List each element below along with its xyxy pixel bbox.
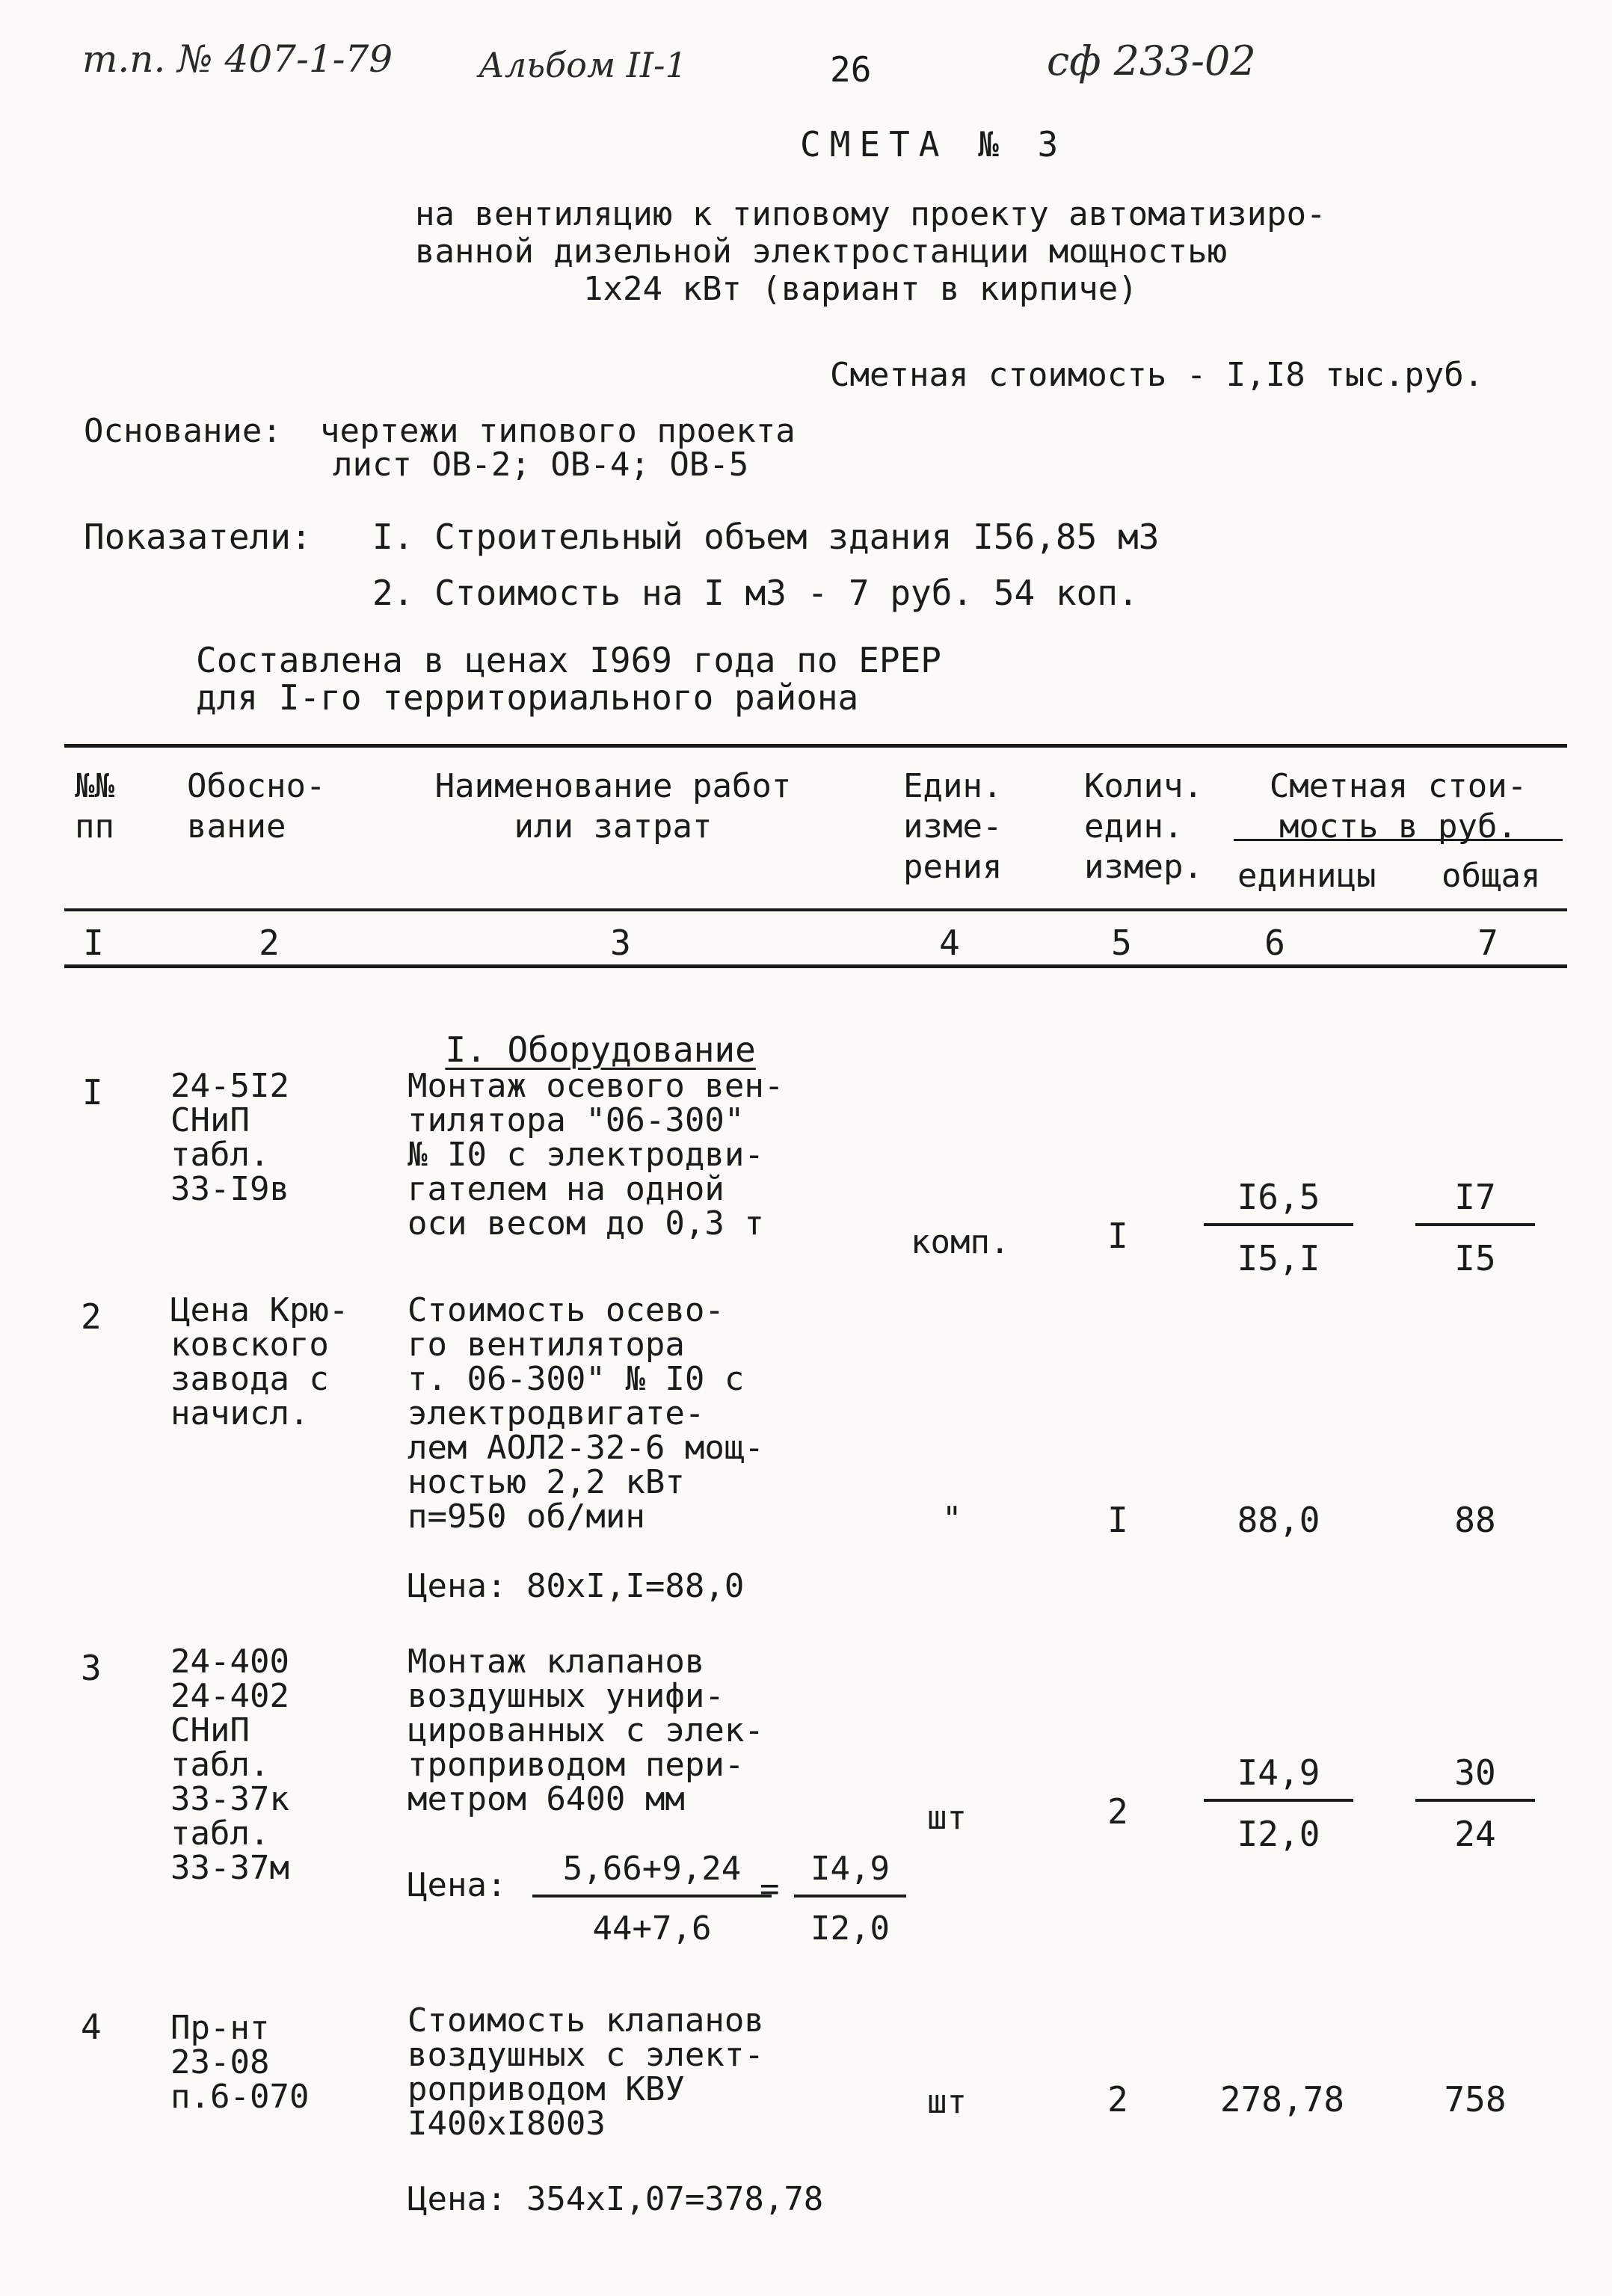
row-4-qty: 2 [1107,2079,1128,2120]
row-3-price-fraction [532,1850,772,1948]
col-number-5: 5 [1111,923,1132,963]
row-3-price-result-top: I4,9 [794,1853,906,1898]
header-page-number: 26 [830,49,872,90]
section-title [404,998,756,1070]
row-4-basis: Пр-нт 23-08 п.6-070 [170,2009,310,2116]
row-4-unit: шт [927,2083,967,2121]
estimate-heading: СМЕТА № 3 [800,124,1068,164]
row-2-num: 2 [81,1296,102,1337]
table-colnum-rule [64,964,1567,968]
header-unit: Един. изме- рения [903,767,1003,886]
row-3-unit-cost-bottom: I2,0 [1237,1814,1320,1854]
header-right-code: сф 233-02 [1047,37,1256,84]
header-left-code: т.п. № 407-1-79 [82,37,393,81]
row-2-name: Стоимость осево- го вентилятора т. 06-300" № I0 с электродвигате- лем АОЛ2-32-6 мощ- ностью 2,2 кВт п=950 об/мин [407,1291,764,1536]
col-number-2: 2 [259,923,280,963]
row-1-total-bottom: I5 [1454,1238,1496,1278]
title-line-2: ванной дизельной электростанции мощностью [415,233,1228,271]
row-3-basis: 24-400 24-402 СНиП табл. 33-37к табл. 33-37м [170,1643,289,1887]
row-3-unit: шт [927,1799,967,1837]
row-2-unit: " [942,1500,962,1538]
row-3-unit-cost-top: I4,9 [1204,1755,1353,1802]
title-line-1: на вентиляцию к типовому проекту автоматизиро- [415,195,1326,233]
row-4-name: Стоимость клапанов воздушных с элект- роприводом КВУ I400xI8003 [407,2001,764,2143]
title-line-3: 1x24 кВт (вариант в кирпиче) [583,270,1138,308]
row-3-price-label: Цена: [407,1866,507,1904]
row-3-total-bottom: 24 [1454,1814,1496,1854]
header-qty: Колич. един. измер. [1084,767,1203,886]
header-cost-group: Сметная стои- мость в руб. [1269,767,1528,846]
header-total: общая [1442,857,1541,895]
estimated-cost: Сметная стоимость - I,I8 тыс.руб. [830,356,1484,394]
row-1-num: I [82,1072,103,1112]
col-number-6: 6 [1264,923,1285,963]
header-album: Альбом II-1 [479,45,687,85]
row-1-unit-cost-bottom: I5,I [1237,1238,1320,1278]
header-num: №№ пп [75,767,114,846]
row-2-price: Цена: 80xI,I=88,0 [407,1567,745,1605]
row-3-price-numerator: 5,66+9,24 [532,1853,772,1898]
row-3-total [1415,1752,1535,1854]
row-3-price-result-bottom: I2,0 [810,1909,890,1948]
row-4-num: 4 [81,2007,102,2047]
basis-line-1: чертежи типового проекта [320,412,796,450]
row-3-unit-cost [1204,1752,1353,1854]
row-1-basis: 24-5I2 СНиП табл. 33-I9в [170,1067,289,1208]
col-number-4: 4 [939,923,960,963]
basis-line-2: лист ОВ-2; ОВ-4; ОВ-5 [333,446,749,484]
table-top-rule [64,744,1567,748]
indicator-cost-per-m3: 2. Стоимость на I м3 - 7 руб. 54 коп. [372,573,1139,613]
row-2-total: 88 [1454,1500,1496,1540]
row-1-qty: I [1107,1216,1128,1256]
row-1-total-top: I7 [1415,1180,1535,1226]
header-basis: Обосно- вание [187,767,326,846]
row-3-price-equals: = [760,1870,780,1908]
row-3-price-denominator: 44+7,6 [592,1909,712,1948]
compiled-line-2: для I-го территориального района [196,677,859,718]
row-2-qty: I [1107,1500,1128,1540]
row-4-total: 758 [1444,2079,1507,2120]
header-name: Наименование работ или затрат [434,767,792,846]
compiled-line-1: Составлена в ценах I969 года по ЕРЕР [196,640,941,680]
row-3-total-top: 30 [1415,1755,1535,1802]
section-title-text: I. Оборудование [445,1029,756,1070]
indicators-label: Показатели: [84,517,312,557]
row-2-unit-cost: 88,0 [1237,1500,1320,1540]
col-number-1: I [83,923,104,963]
row-1-unit-cost [1204,1177,1353,1278]
row-3-num: 3 [81,1648,102,1688]
row-2-basis: Цена Крю- ковского завода с начисл. [170,1291,349,1432]
row-1-name: Монтаж осевого вен- тилятора "06-300" № I0 с электродви- гателем на одной оси весом до 0,3 т [407,1067,784,1243]
row-3-qty: 2 [1107,1791,1128,1832]
row-3-price-result [794,1850,906,1948]
row-1-total [1415,1177,1535,1278]
col-number-3: 3 [610,923,631,963]
row-4-price: Цена: 354xI,07=378,78 [407,2180,824,2218]
row-1-unit: комп. [911,1223,1010,1261]
row-1-unit-cost-top: I6,5 [1204,1180,1353,1226]
row-4-unit-cost: 278,78 [1219,2079,1345,2120]
row-3-name: Монтаж клапанов воздушных унифи- цированных с элек- троприводом пери- метром 6400 мм [407,1643,764,1818]
table-header-rule [64,908,1567,911]
basis-label: Основание: [84,412,282,450]
col-number-7: 7 [1477,923,1498,963]
indicator-volume: I. Строительный объем здания I56,85 м3 [372,517,1160,557]
header-unit-cost: единицы [1237,857,1376,895]
